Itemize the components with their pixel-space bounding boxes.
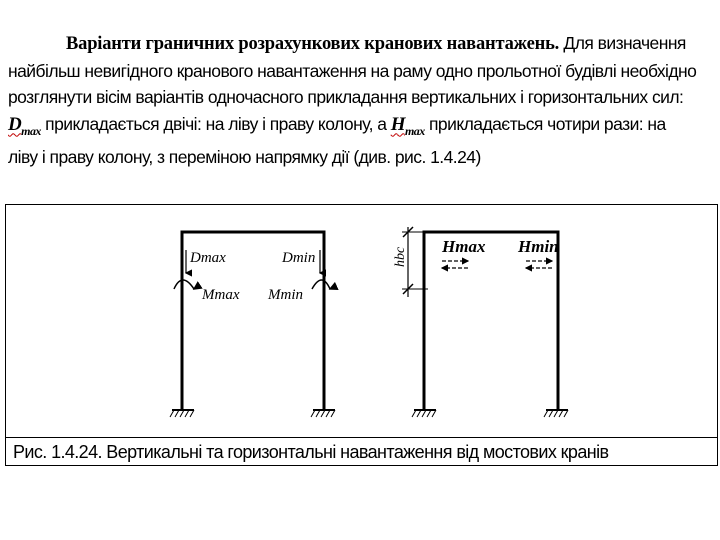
paragraph-line-4-mid: прикладається двічі: на ліву і праву колону, а: [45, 113, 387, 134]
description-paragraph: [8, 30, 716, 170]
h-min-label: Hmin: [518, 237, 559, 256]
paragraph-line-3: розглянути вісім варіантів одночасного прикладання вертикальних і горизонтальних сил:: [8, 87, 684, 107]
d-max-label: Dmax: [190, 250, 226, 266]
paragraph-line-2: найбільш невигідного кранового навантаження на раму одно прольотної будівлі необхідно: [8, 60, 697, 81]
h-max-label: Hmax: [442, 237, 486, 256]
figure-caption: Рис. 1.4.24. Вертикальні та горизонтальні навантаження від мостових кранів: [5, 437, 718, 467]
d-min-label: Dmin: [282, 250, 316, 266]
m-max-label: Mmax: [202, 287, 240, 303]
figure-frame: [5, 204, 718, 466]
paragraph-line-5: ліву і праву колону, з переміною напрямку дії (див. рис. 1.4.24): [8, 146, 481, 167]
h-max-force-arrows: [442, 261, 468, 268]
section-title: Варіанти граничних розрахункових кранових навантажень.: [66, 34, 560, 54]
frames-diagram: [6, 205, 717, 437]
paragraph-line-1: [8, 30, 716, 58]
paragraph-line-4: [8, 111, 716, 144]
d-max-symbol: $D_{max}$: [8, 113, 41, 138]
h-min-force-arrows: [526, 261, 552, 268]
m-min-label: Mmin: [268, 287, 303, 303]
paragraph-line-4-end: прикладається чотири рази: на: [428, 113, 666, 134]
h-max-symbol: $H_{max}$: [390, 113, 425, 138]
right-portal-frame: [412, 232, 568, 417]
paragraph-line-1-rest: Для визначення: [563, 33, 686, 53]
hbc-label: hbc: [393, 246, 408, 267]
